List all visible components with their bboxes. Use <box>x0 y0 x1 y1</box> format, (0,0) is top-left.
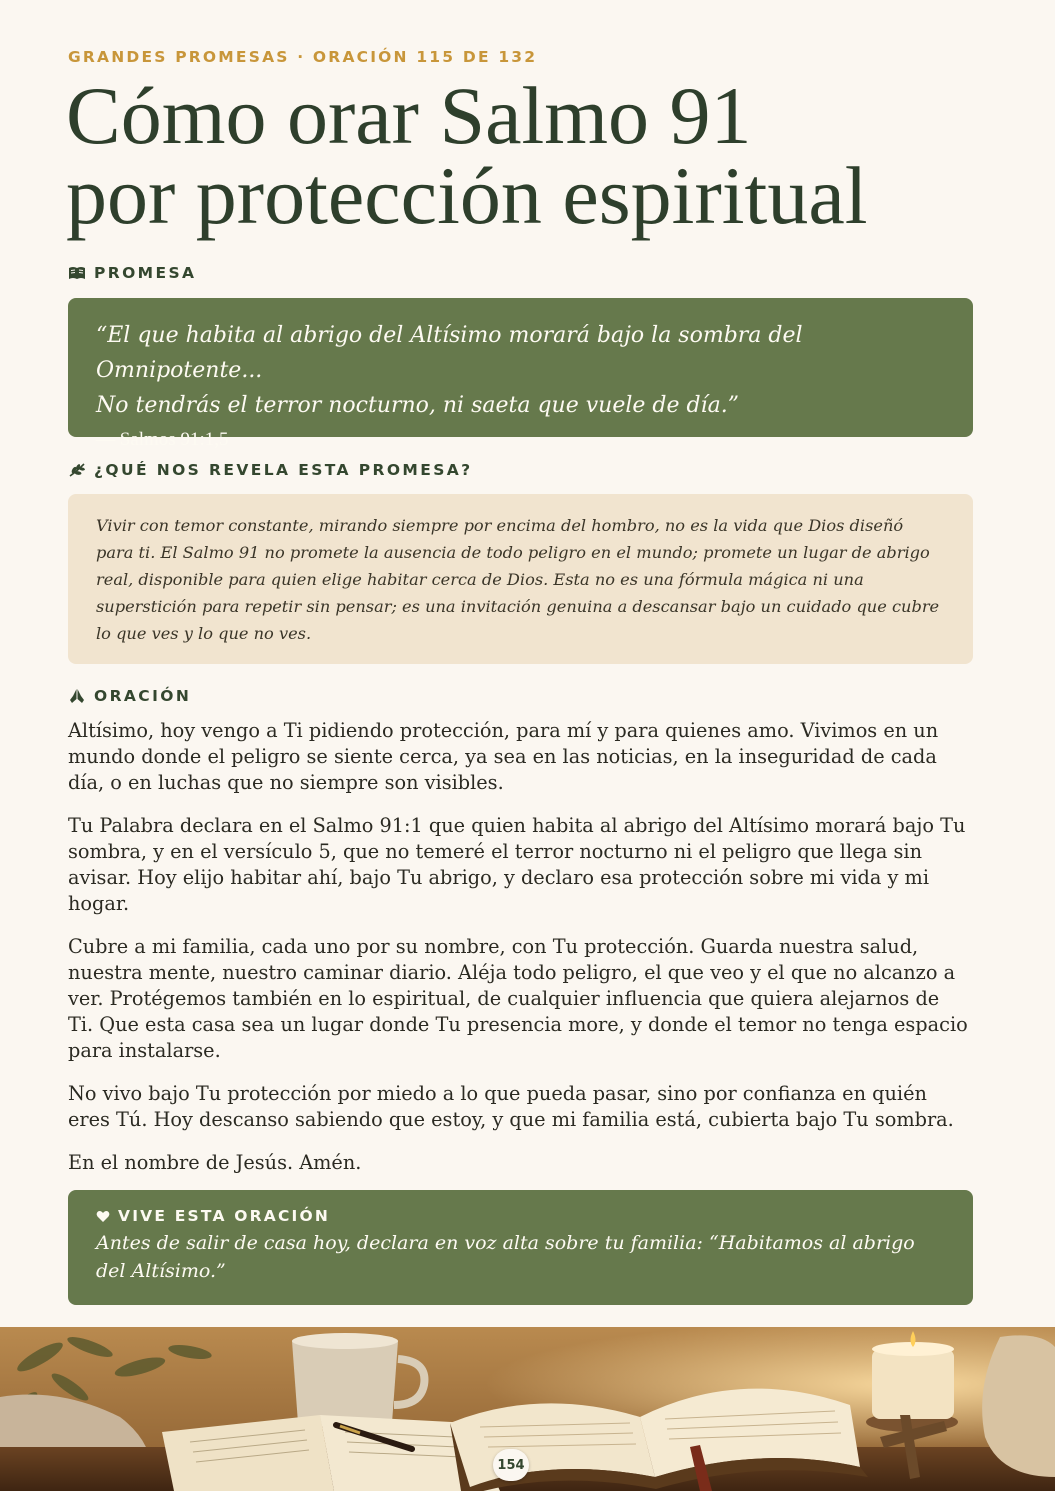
prayer-body <box>68 718 968 1193</box>
promise-quote-box <box>68 298 973 450</box>
reveal-label-text: ¿QUÉ NOS REVELA ESTA PROMESA? <box>94 461 473 479</box>
promise-quote <box>96 318 945 423</box>
title-line-2: por protección espiritual <box>66 150 868 241</box>
promise-section-label <box>68 264 196 282</box>
live-label-text: VIVE ESTA ORACIÓN <box>118 1207 331 1225</box>
reveal-text: Vivir con temor constante, mirando siempre por encima del hombro, no es la vida que Dios diseñó para ti. El Salmo 91 no promete la ausencia de todo peligro en el mundo; promete un lugar de abrigo real, disponible para quien elige habitar cerca de Dios. Esta no es una fórmula mágica ni una superstición para repetir sin pensar; es una invitación genuina a descansar bajo un cuidado que cubre lo que ves y lo que no ves. <box>96 516 940 643</box>
prayer-label-text: ORACIÓN <box>94 687 192 705</box>
live-label <box>96 1207 945 1225</box>
series-kicker: GRANDES PROMESAS · ORACIÓN 115 DE 132 <box>68 48 538 66</box>
reveal-box <box>68 494 973 664</box>
title-line-1: Cómo orar Salmo 91 <box>66 70 752 161</box>
promise-reference: — Salmos 91:1,5 <box>96 429 229 450</box>
prayer-paragraph: No vivo bajo Tu protección por miedo a lo que pueda pasar, sino por confianza en quién eres Tú. Hoy descanso sabiendo que estoy, y que mi familia está, cubierta bajo Tu sombra. <box>68 1082 954 1131</box>
live-text: Antes de salir de casa hoy, declara en voz alta sobre tu familia: “Habitamos al abrigo del Altísimo.” <box>96 1232 915 1282</box>
prayer-closing: En el nombre de Jesús. Amén. <box>68 1151 362 1174</box>
heart-icon <box>96 1210 110 1223</box>
prayer-paragraph: Tu Palabra declara en el Salmo 91:1 que quien habita al abrigo del Altísimo morará bajo Tu sombra, y en el versículo 5, que no temeré el terror nocturno ni el peligro que llega sin avisar. Hoy elijo habitar ahí, bajo Tu abrigo, y declaro esa protección sobre mi vida y mi hogar. <box>68 814 966 915</box>
open-book-icon <box>68 265 86 281</box>
prayer-paragraph: Altísimo, hoy vengo a Ti pidiendo protección, para mí y para quienes amo. Vivimos en un mundo donde el peligro se siente cerca, ya sea en las noticias, en la inseguridad de cada día, o en luchas que no siempre son visibles. <box>68 719 939 794</box>
promise-quote-line-2: No tendrás el terror nocturno, ni saeta que vuele de día.” <box>96 393 739 418</box>
page-title <box>66 70 1026 241</box>
leaf-icon <box>68 462 86 478</box>
prayer-paragraph: Cubre a mi familia, cada uno por su nombre, con Tu protección. Guarda nuestra salud, nuestra mente, nuestro caminar diario. Aléja todo peligro, el que veo y el que no alcanzo a ver. Protégemos también en lo espiritual, de cualquier influencia que quiera alejarnos de Ti. Que esta casa sea un lugar donde Tu presencia more, y donde el temor no tenga espacio para instalarse. <box>68 935 968 1062</box>
prayer-section-label <box>68 687 191 705</box>
promise-label-text: PROMESA <box>94 264 197 282</box>
praying-hands-icon <box>68 688 86 704</box>
reveal-section-label <box>68 461 473 479</box>
live-this-prayer-box <box>68 1190 973 1305</box>
promise-quote-line-1: “El que habita al abrigo del Altísimo morará bajo la sombra del Omnipotente... <box>96 323 803 383</box>
page-number: 154 <box>493 1449 529 1481</box>
